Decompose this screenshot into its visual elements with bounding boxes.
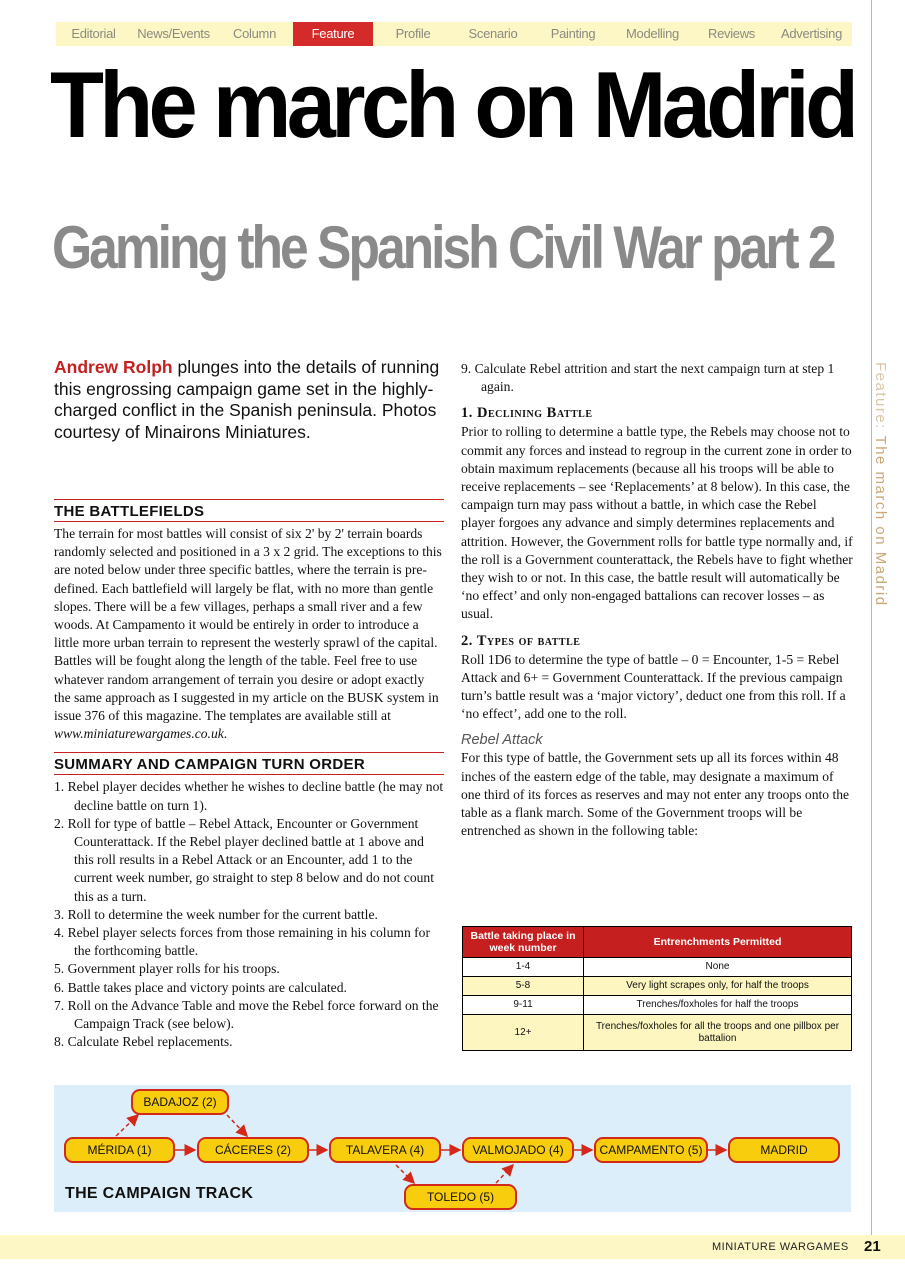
declining-heading: 1. Declining Battle [461,405,593,422]
list-item: 7. Roll on the Advance Table and move the Rebel force forward on the Campaign Track (see below). [54,997,439,1032]
standfirst [54,357,448,443]
track-node-talavera: TALAVERA (4) [329,1137,441,1163]
margin-rule [871,0,872,1238]
table-cell-week: 1-4 [463,958,584,977]
tab-painting[interactable]: Painting [550,26,596,41]
list-item: 6. Battle takes place and victory points are calculated. [54,979,347,995]
tab-reviews[interactable]: Reviews [707,26,756,41]
list-item: 2. Roll for type of battle – Rebel Attack, Encounter or Government Counterattack. If the Rebel player declined battle at 1 above and this roll results in a Rebel Attack or an Encounter, add 1 to the current week number, go straight to step 8 below and do not count this as a turn. [54,815,434,904]
table-cell-entrenchment: Trenches/foxholes for half the troops [584,996,852,1015]
track-node-madrid: MADRID [728,1137,840,1163]
campaign-track-title: THE CAMPAIGN TRACK [65,1185,254,1202]
tab-feature[interactable]: Feature [293,22,373,46]
section-nav [56,22,852,46]
track-node-badajoz: BADAJOZ (2) [131,1089,229,1115]
table-header-row [463,927,852,958]
table-cell-entrenchment: Trenches/foxholes for all the troops and one pillbox per battalion [584,1015,852,1051]
right-column [461,360,853,840]
types-text: Roll 1D6 to determine the type of battle – 0 = Encounter, 1-5 = Rebel Attack and 6+ = Government Counterattack. If the previous campaign turn’s battle result was a ‘major victory’, deduct one from this roll. If a ‘no effect’, add one to the roll. [461,651,846,722]
list-item: 9. Calculate Rebel attrition and start the next campaign turn at step 1 again. [461,361,835,395]
arrow-badajoz-caceres [227,1115,247,1136]
track-node-toledo: TOLEDO (5) [404,1184,517,1210]
turn-order-list [54,778,444,1051]
page-footer [0,1235,905,1259]
tab-news-events[interactable]: News/Events [137,26,210,41]
table-row [463,996,852,1015]
track-node-valmojado: VALMOJADO (4) [462,1137,574,1163]
list-item: 4. Rebel player selects forces from those remaining in his column for the forthcoming battle. [54,925,430,959]
tab-column[interactable]: Column [233,26,276,41]
battlefields-body: The terrain for most battles will consist of six 2' by 2' terrain boards randomly selected and positioned in a 3 x 2 grid. The exceptions to this are noted below under three specific battles, where the terrain is pre-defined. Each battlefield will largely be flat, with no more than gentle slopes. There will be a few villages, perhaps a small river and a few woods. At Campamento it would be entirely in order to introduce a little more urban terrain to represent the westerly sprawl of the capital. Battles will be fought along the length of the table. Feel free to use whatever random arrangement of terrain you desire or adopt exactly the same approach as I suggested in my article on the BUSK system in issue 376 of this magazine. The templates are available still at [54,526,442,724]
rebel-attack-text: For this type of battle, the Government sets up all its forces within 48 inches of the eastern edge of the table, may designate a maximum of one third of its forces as reserves and may not enter any troops onto the table as a flank march. Some of the Government troops will be entrenched as shown in the following table: [461,750,850,839]
turn-order-list-continued [461,360,853,396]
battlefields-heading: THE BATTLEFIELDS [54,499,444,522]
tab-scenario[interactable]: Scenario [468,26,518,41]
table-cell-week: 12+ [463,1015,584,1051]
types-heading: 2. Types of battle [461,632,581,649]
table-cell-entrenchment: Very light scrapes only, for half the troops [584,977,852,996]
table-row [463,958,852,977]
tab-profile[interactable]: Profile [395,26,431,41]
campaign-track-panel [54,1085,851,1212]
author-name: Andrew Rolph [54,357,173,377]
table-header-entrenchments: Entrenchments Permitted [584,927,852,958]
rebel-attack-heading: Rebel Attack [461,732,543,749]
table-cell-week: 9-11 [463,996,584,1015]
running-head [867,362,889,607]
running-head-title: The march on Madrid [872,435,889,607]
tab-advertising[interactable]: Advertising [780,26,842,41]
running-head-prefix: Feature: [872,362,889,430]
list-item: 8. Calculate Rebel replacements. [54,1034,233,1050]
table-row [463,977,852,996]
entrenchment-table [462,926,852,1051]
tab-modelling[interactable]: Modelling [626,26,679,41]
summary-heading: SUMMARY AND CAMPAIGN TURN ORDER [54,752,444,775]
list-item: 1. Rebel player decides whether he wishes to decline battle (he may not decline battle on turn 1). [54,779,444,813]
page-number: 21 [864,1238,881,1255]
article-title: The march on Madrid [50,52,855,157]
arrow-merida-badajoz [116,1115,138,1136]
track-node-caceres: CÁCERES (2) [197,1137,309,1163]
table-row [463,1015,852,1051]
table-cell-entrenchment: None [584,958,852,977]
list-item: 5. Government player rolls for his troops. [54,961,280,977]
table-header-week: Battle taking place in week number [463,927,584,958]
declining-text: Prior to rolling to determine a battle type, the Rebels may choose not to commit any forces and instead to regroup in the current zone in order to obtain maximum replacements (because all his troops will be able to receive replacements – see ‘Replacements’ at 8 below). In this case, the campaign turn may pass without a battle, in which case the Rebel player forgoes any advance and simply determines replacements and attrition. However, the Government rolls for battle type normally and, if the roll is a Government counterattack, the Rebels have to fight whether they wish to or not. In this case, the battle result will automatically be ‘no effect’ and only non-engaged battalions can recover losses – as usual. [461,424,853,622]
arrow-toledo-valmojado [496,1165,513,1183]
magazine-name: MINIATURE WARGAMES [712,1241,849,1253]
battlefields-end: . [223,726,228,742]
list-item: 3. Roll to determine the week number for the current battle. [54,906,378,922]
track-node-merida: MÉRIDA (1) [64,1137,175,1163]
website-link[interactable]: www.miniaturewargames.co.uk [54,726,224,742]
battlefields-text [54,525,444,743]
left-column [54,499,444,1051]
arrow-talavera-toledo [396,1165,414,1183]
track-node-campamento: CAMPAMENTO (5) [594,1137,708,1163]
table-cell-week: 5-8 [463,977,584,996]
article-subtitle: Gaming the Spanish Civil War part 2 [52,214,834,281]
standfirst-text: plunges into the details of running this engrossing campaign game set in the highly-charged conflict in the Spanish peninsula. Photos courtesy of Minairons Miniatures. [54,357,440,442]
tab-editorial[interactable]: Editorial [71,26,116,41]
